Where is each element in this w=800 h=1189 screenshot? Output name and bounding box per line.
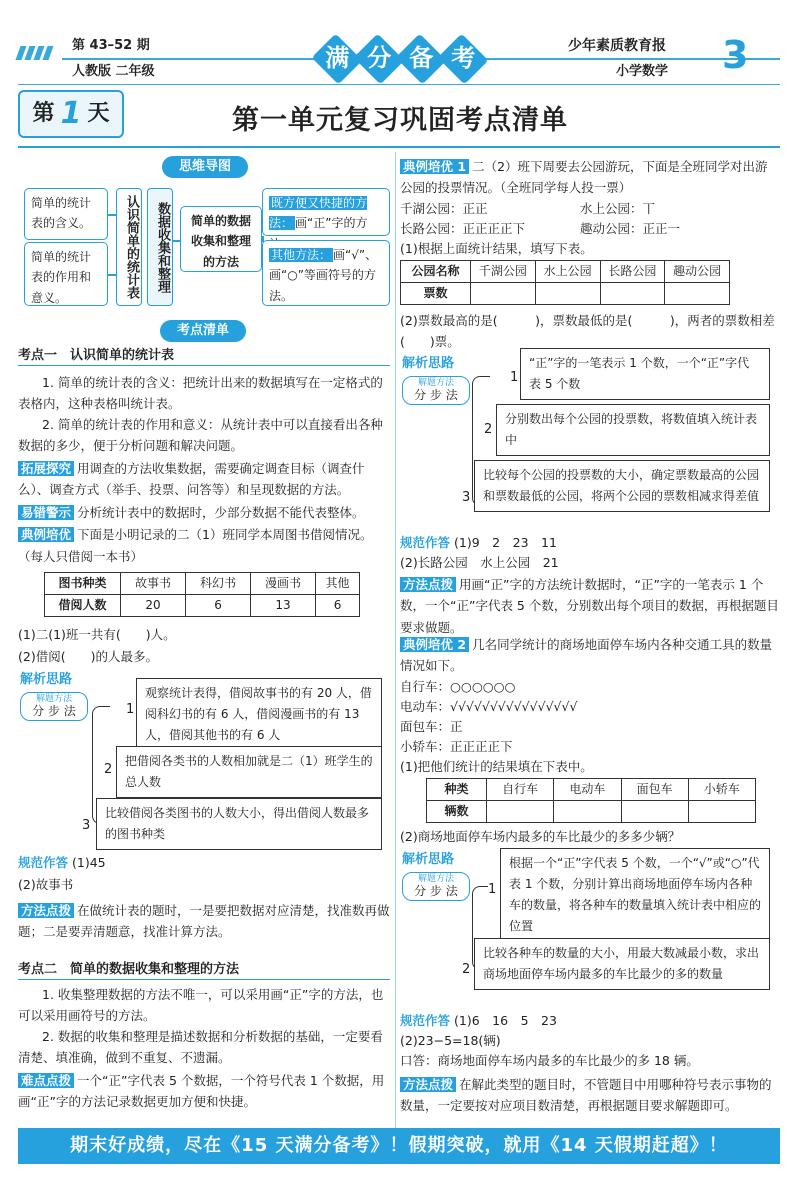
mindmap-node-purpose: 简单的统计表的作用和意义。 — [24, 242, 108, 306]
example2-answer: 规范作答 (1)6 16 5 23 — [400, 1013, 557, 1028]
header-rule-bottom — [18, 84, 780, 85]
example1-answer: 规范作答 (1)9 2 23 11 — [400, 535, 557, 550]
vehicle-line: 电动车：√√√√√√√√√√√√√√√√ — [400, 699, 578, 714]
issue-number: 第 43–52 期 — [72, 38, 150, 53]
footer-banner: 期末好成绩，尽在《15 天满分备考》！假期突破，就用《14 天假期赶超》！ — [18, 1128, 780, 1164]
example2-tip: 方法点拨 在解此类型的题目时，不管题目中用哪种符号表示事物的数量，一定要按对应项目数清楚，再根据题目要求解题即可。 — [400, 1077, 772, 1114]
analysis-step-2: 比较各种车的数量的大小，用最大数减最小数，求出商场地面停车场内最多的车比最少的多的数量 — [474, 938, 770, 990]
table-row: 辆数 — [427, 801, 756, 823]
mindmap-connector — [108, 274, 116, 276]
analysis-step-3: 比较借阅各类图书的人数大小，得出借阅人数最多的图书种类 — [96, 798, 382, 850]
step-number: 2 — [484, 422, 493, 437]
mindmap-label: 思维导图 — [162, 156, 248, 178]
mindmap-node-other-method: 其他方法： 画“√”、画“○”等画符号的方法。 — [262, 240, 390, 306]
paper-name: 少年素质教育报 — [568, 38, 666, 54]
step-number: 3 — [462, 490, 471, 505]
mindmap-node-method: 简单的数据收集和整理的方法 — [180, 206, 262, 272]
example2-answer-3: 口答：商场地面停车场内最多的车比最少的多 18 辆。 — [400, 1053, 699, 1068]
section1-title: 考点一 认识简单的统计表 — [18, 346, 390, 366]
section2-title: 考点二 简单的数据收集和整理的方法 — [18, 960, 390, 980]
title-rule — [18, 146, 780, 148]
section1-p1: 1. 简单的统计表的含义：把统计出来的数据填写在一定格式的表格内，这种表格叫统计表。 — [18, 375, 383, 412]
brand-logo — [312, 42, 488, 76]
example2-answer-2: (2)23−5=18(辆) — [400, 1033, 501, 1048]
brand-char: 考 — [438, 34, 489, 85]
header-stripes — [18, 46, 58, 60]
example1-answer-2: (2)长路公园 水上公园 21 — [400, 555, 559, 570]
analysis-step-2: 把借阅各类书的人数相加就是二（1）班学生的总人数 — [116, 746, 382, 798]
vehicle-line: 自行车：○○○○○○ — [400, 679, 516, 694]
table-row: 公园名称 千湖公园 水上公园 长路公园 趣动公园 — [401, 261, 730, 283]
method-badge: 解题方法 分 步 法 — [402, 872, 470, 901]
analysis-step-1: 观察统计表得，借阅故事书的有 20 人，借阅科幻书的有 6 人，借阅漫画书的有 13 人，借阅其他书的有 6 人 — [136, 678, 382, 751]
mindmap-node-meaning: 简单的统计表的含义。 — [24, 188, 108, 240]
page-number: 3 — [722, 33, 749, 77]
mindmap-node-stat-table: 认识简单的统计表 — [116, 188, 142, 306]
vehicle-table — [426, 778, 756, 823]
method-badge: 解题方法 分 步 法 — [20, 692, 88, 721]
mindmap-connector — [173, 240, 180, 242]
brand-char: 备 — [396, 34, 447, 85]
example1-tip: 方法点拨 用画“正”字的方法统计数据时，“正”字的一笔表示 1 个数，一个“正”字代表 5 个数，分别数出每个项目的数据，再根据题目要求做题。 — [400, 577, 779, 635]
example1-q1: (1)根据上面统计结果，填写下表。 — [400, 241, 593, 256]
section2-hard: 难点点拨 一个“正”字代表 5 个数据，一个符号代表 1 个数据，用画“正”字的方法记录数据更加方便和快捷。 — [18, 1073, 385, 1110]
method-badge: 解题方法 分 步 法 — [402, 376, 470, 405]
step-number: 1 — [126, 702, 135, 717]
example2-q1: (1)把他们统计的结果填在下表中。 — [400, 759, 593, 774]
vehicle-line: 小轿车：正正正正下 — [400, 739, 513, 754]
section1-error: 易错警示 分析统计表中的数据时，少部分数据不能代表整体。 — [18, 502, 390, 523]
section1-q2: (2)借阅( )的人最多。 — [18, 649, 158, 664]
mindmap-connector — [108, 214, 116, 216]
vote-line: 长路公园：正正正正下 — [400, 221, 526, 236]
section1-answer: 规范作答 (1)45 — [18, 855, 106, 870]
analysis-label: 解析思路 — [20, 672, 73, 687]
brand-char: 分 — [354, 34, 405, 85]
section1-q1: (1)二(1)班一共有( )人。 — [18, 627, 176, 642]
library-table — [44, 572, 360, 617]
section2-p1: 1. 收集整理数据的方法不唯一，可以采用画“正”字的方法，也可以采用画符号的方法。 — [18, 987, 384, 1024]
brand-char: 满 — [312, 34, 363, 85]
section1-p2: 2. 简单的统计表的作用和意义：从统计表中可以直接看出各种数据的多少，便于分析问题和解决问题。 — [18, 417, 383, 454]
example1: 典例培优 1 二（2）班下周要去公园游玩，下面是全班同学对出游公园的投票情况。（全班同学每人投一票） — [400, 159, 768, 196]
step-number: 1 — [488, 882, 497, 897]
analysis-step-3: 比较每个公园的投票数的大小，确定票数最高的公园和票数最低的公园，将两个公园的票数相减求得差值 — [474, 460, 770, 512]
analysis-label: 解析思路 — [402, 356, 455, 371]
section2-p2: 2. 数据的收集和整理是描述数据和分析数据的基础，一定要看清楚、填准确，做到不重复、不遗漏。 — [18, 1029, 383, 1066]
analysis-step-1: 根据一个“正”字代表 5 个数，一个“√”或“○”代表 1 个数，分别计算出商场地面停车场内各种车的数量，将各种车的数量填入统计表中相应的位置 — [500, 848, 770, 942]
example2: 典例培优 2 几名同学统计的商场地面停车场内各种交通工具的数量情况如下。 — [400, 637, 773, 674]
key-points-label: 考点清单 — [160, 320, 246, 342]
table-row: 图书种类 故事书 科幻书 漫画书 其他 — [45, 573, 360, 595]
subject: 小学数学 — [616, 64, 669, 79]
analysis-label: 解析思路 — [402, 852, 455, 867]
day-badge: 第 1 天 — [18, 90, 124, 138]
step-number: 2 — [104, 762, 113, 777]
vehicle-line: 面包车：正 — [400, 719, 463, 734]
example1-q2: (2)票数最高的是( )，票数最低的是( )，两者的票数相差( )票。 — [400, 313, 775, 350]
step-number: 1 — [510, 370, 519, 385]
vote-line: 趣动公园：正正一 — [580, 221, 681, 236]
section1-example-note: （每人只借阅一本书） — [18, 549, 144, 564]
analysis-step-1: “正”字的一笔表示 1 个数，一个“正”字代表 5 个数 — [520, 348, 770, 400]
example2-q2: (2)商场地面停车场内最多的车比最少的多多少辆？ — [400, 829, 681, 844]
mindmap-node-data-collect: 数据收集和整理 — [147, 188, 173, 306]
park-table — [400, 260, 730, 305]
section1-expand: 拓展探究 用调查的方法收集数据，需要确定调查目标（调查什么）、调查方式（举手、投票、问答等）和呈现数据的方法。 — [18, 461, 365, 498]
vote-line: 水上公园：丅 — [580, 201, 656, 216]
edition: 人教版 二年级 — [72, 64, 155, 79]
table-row: 借阅人数 20 6 13 6 — [45, 595, 360, 617]
mindmap-node-fast-method: 既方便又快捷的方法： 画“正”字的方 — [262, 188, 390, 236]
vote-line: 千湖公园：正正 — [400, 201, 488, 216]
section1-example: 典例培优 下面是小明记录的二（1）班同学本周图书借阅情况。 — [18, 524, 390, 545]
table-row: 种类 自行车 电动车 面包车 小轿车 — [427, 779, 756, 801]
page-title: 第一单元复习巩固考点清单 — [232, 105, 568, 136]
table-row: 票数 — [401, 283, 730, 305]
step-number: 3 — [82, 818, 91, 833]
column-divider — [395, 152, 396, 1152]
analysis-step-2: 分别数出每个公园的投票数，将数值填入统计表中 — [496, 404, 770, 456]
section1-answer-2: (2)故事书 — [18, 877, 74, 892]
step-number: 2 — [462, 962, 471, 977]
section1-tip: 方法点拨 在做统计表的题时，一是要把数据对应清楚，找准数再做题；二是要弄清题意，找准计算方法。 — [18, 903, 390, 940]
